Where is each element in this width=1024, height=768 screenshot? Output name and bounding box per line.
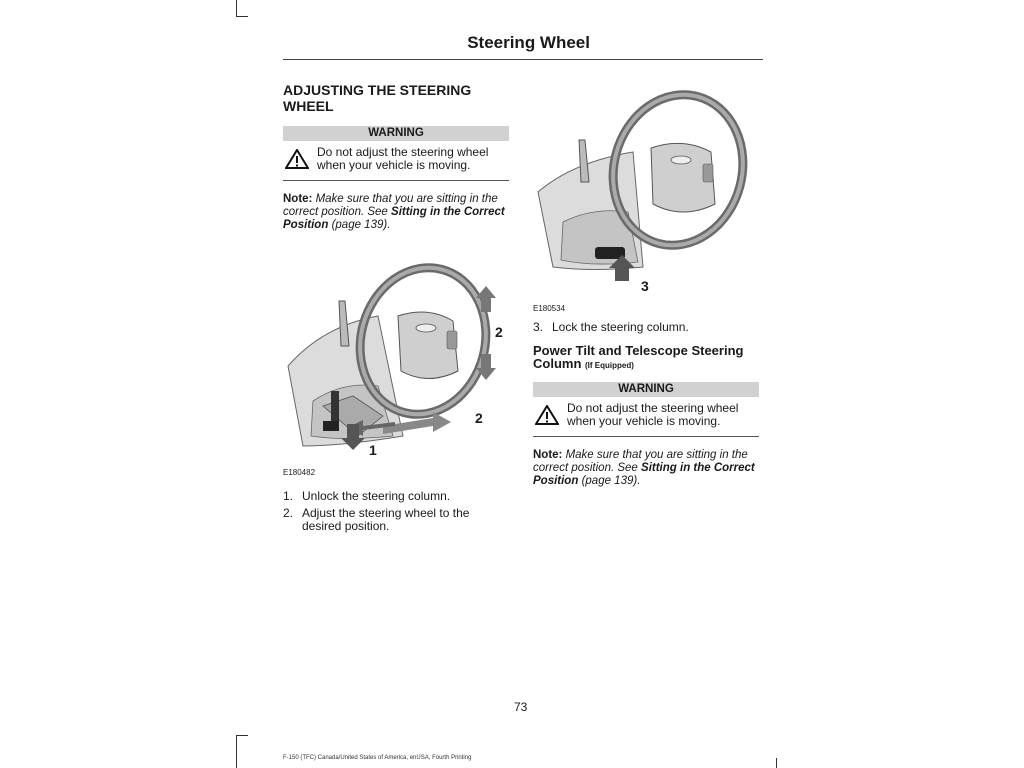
- note-link[interactable]: Sitting in the Correct Position: [283, 206, 505, 231]
- warning-box: [533, 397, 759, 437]
- note-link[interactable]: Sitting in the Correct Position: [533, 462, 755, 487]
- crop-mark: [776, 758, 777, 768]
- footer-text: F-150 (TFC) Canada/United States of America, enUSA, Fourth Printing: [283, 755, 472, 761]
- note-label: Note:: [533, 449, 563, 461]
- right-column: [533, 82, 759, 488]
- page-header-title: Steering Wheel: [467, 33, 590, 52]
- note-label: Note:: [283, 193, 313, 205]
- warning-triangle-icon: [285, 149, 309, 169]
- header-rule: [283, 59, 763, 60]
- page-number: 73: [514, 700, 528, 714]
- crop-mark: [236, 735, 237, 768]
- callout-lock: 3: [641, 278, 649, 294]
- callout-unlock: 1: [369, 442, 377, 458]
- note-page-ref: (page 139).: [328, 219, 391, 231]
- subsection-heading: [533, 344, 759, 372]
- steering-wheel-illustration: [283, 246, 509, 478]
- subsection-title: Power Tilt and Telescope Steering Column: [533, 343, 744, 371]
- crop-mark: [236, 0, 237, 16]
- note: [533, 449, 759, 488]
- warning-label: WARNING: [283, 126, 509, 141]
- figure-steering-lock: [533, 82, 759, 314]
- crop-mark: [236, 16, 248, 17]
- step-item: [533, 321, 759, 334]
- step-item: [283, 490, 509, 503]
- warning-text: Do not adjust the steering wheel when your vehicle is moving.: [567, 401, 739, 428]
- step-number: 3.: [533, 320, 544, 334]
- if-equipped-label: (If Equipped): [585, 361, 634, 370]
- warning-triangle-icon: [535, 405, 559, 425]
- step-number: 1.: [283, 489, 294, 503]
- warning-box: [283, 141, 509, 181]
- step-text: Adjust the steering wheel to the desired position.: [302, 506, 470, 533]
- note-page-ref: (page 139).: [578, 475, 641, 487]
- warning-label: WARNING: [533, 382, 759, 397]
- note: [283, 193, 509, 232]
- callout-telescope: 2: [475, 410, 483, 426]
- note-text: Make sure that you are sitting in the correct position. See: [283, 193, 498, 218]
- step-text: Unlock the steering column.: [302, 489, 451, 503]
- step-number: 2.: [283, 506, 294, 520]
- note-text: Make sure that you are sitting in the correct position. See: [533, 449, 748, 474]
- figure-code: E180534: [533, 304, 566, 313]
- left-column: [283, 82, 509, 533]
- crop-mark: [236, 735, 248, 736]
- section-heading: ADJUSTING THE STEERING WHEEL: [283, 82, 472, 114]
- steering-wheel-lock-illustration: [533, 82, 759, 302]
- step-text: Lock the steering column.: [552, 320, 689, 334]
- callout-tilt: 2: [495, 324, 503, 340]
- warning-text: Do not adjust the steering wheel when your vehicle is moving.: [317, 145, 489, 172]
- figure-code: E180482: [283, 468, 316, 477]
- step-item: [283, 507, 509, 533]
- figure-steering-adjust: [283, 246, 509, 478]
